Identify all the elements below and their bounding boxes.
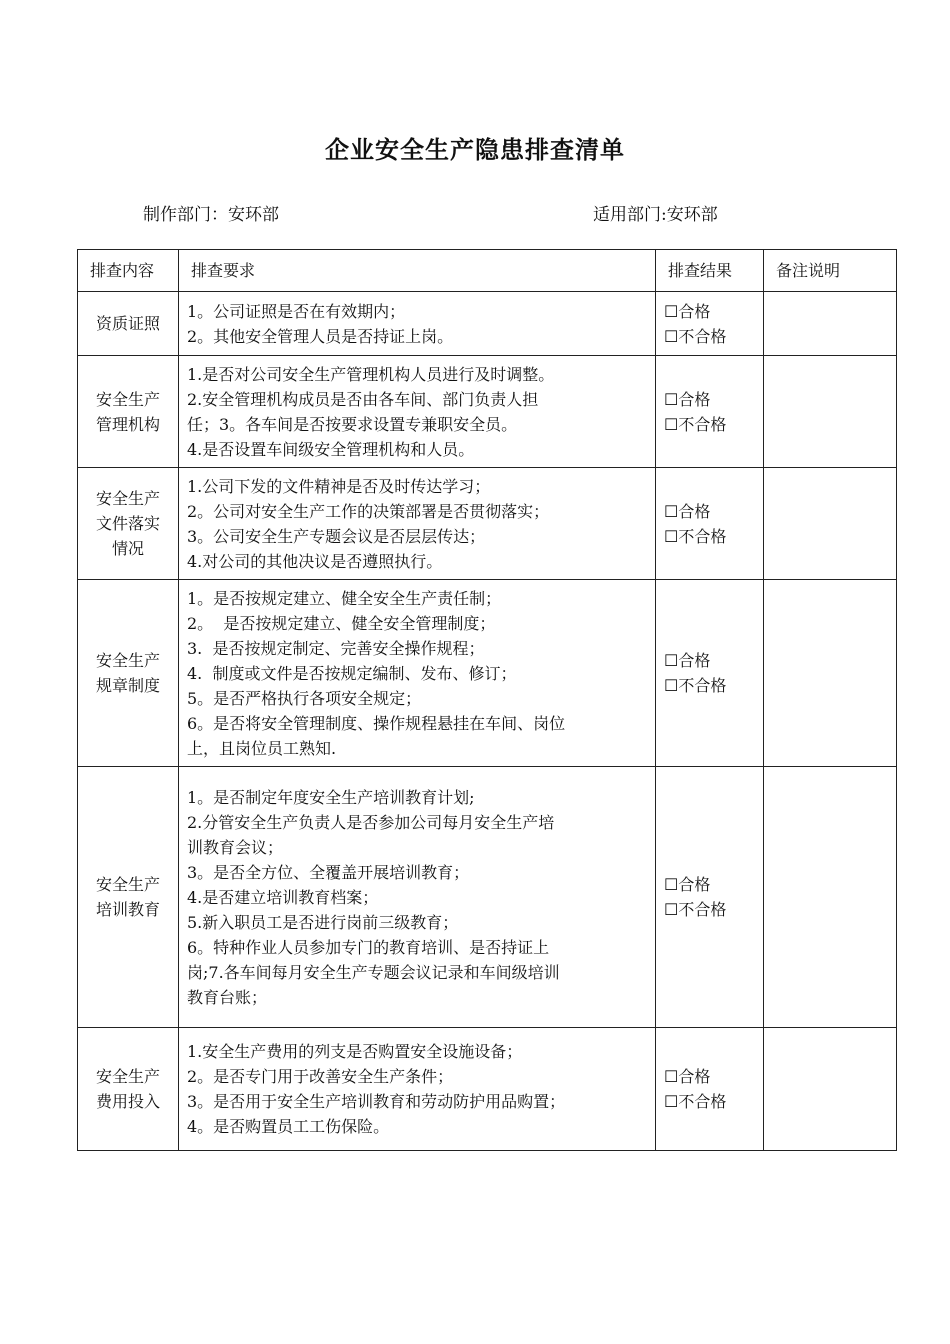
header-result: 排查结果 [656,250,764,292]
row-result [656,292,764,356]
hazard-checklist-table [77,249,897,1151]
table-row [78,292,897,356]
row-result [656,356,764,468]
row-result [656,468,764,580]
row-result [656,767,764,1028]
header-row [78,250,897,292]
fail-checkbox[interactable]: ☐不合格 [664,676,727,695]
pass-checkbox[interactable]: ☐合格 [664,389,711,409]
table-row [78,356,897,468]
fail-checkbox[interactable]: ☐不合格 [664,1092,727,1111]
row-requirements: 1.公司下发的文件精神是否及时传达学习； 2。公司对安全生产工作的决策部署是否贯彻落实； 3。公司安全生产专题会议是否层层传达； 4.对公司的其他决议是否遵照执行。 [179,468,656,580]
row-note[interactable] [764,292,897,356]
row-result [656,580,764,767]
row-category: 资质证照 [78,292,179,356]
row-category: 安全生产 规章制度 [78,580,179,767]
table-row [78,468,897,580]
row-requirements: 1.是否对公司安全生产管理机构人员进行及时调整。 2.安全管理机构成员是否由各车间、部门负责人担 任；3。各车间是否按要求设置专兼职安全员。 4.是否设置车间级安全管理机构和人员。 [179,356,656,468]
row-requirements: 1。公司证照是否在有效期内； 2。其他安全管理人员是否持证上岗。 [179,292,656,356]
fail-checkbox[interactable]: ☐不合格 [664,526,727,546]
header-requirements: 排查要求 [179,250,656,292]
pass-checkbox[interactable]: ☐合格 [664,1067,711,1086]
header-notes: 备注说明 [764,250,897,292]
pass-checkbox[interactable]: ☐合格 [664,501,711,521]
fail-checkbox[interactable]: ☐不合格 [664,900,727,919]
row-note[interactable] [764,356,897,468]
made-by-department: 制作部门：安环部 [143,205,279,225]
pass-checkbox[interactable]: ☐合格 [664,875,711,894]
row-requirements: 1.安全生产费用的列支是否购置安全设施设备； 2。是否专门用于改善安全生产条件； 3。是否用于安全生产培训教育和劳动防护用品购置； 4。是否购置员工工伤保险。 [179,1028,656,1151]
row-category: 安全生产 文件落实 情况 [78,468,179,580]
document-title: 企业安全生产隐患排查清单 [325,136,625,164]
pass-checkbox[interactable]: ☐合格 [664,301,711,321]
pass-checkbox[interactable]: ☐合格 [664,651,711,670]
row-category: 安全生产 培训教育 [78,767,179,1028]
fail-checkbox[interactable]: ☐不合格 [664,326,727,346]
row-category: 安全生产 管理机构 [78,356,179,468]
table-row [78,580,897,767]
table-row [78,1028,897,1151]
row-requirements: 1。是否制定年度安全生产培训教育计划; 2.分管安全生产负责人是否参加公司每月安全生产培 训教育会议； 3。是否全方位、全覆盖开展培训教育； 4.是否建立培训教育档案； 5.新入职员工是否进行岗前三级教育； 6。特种作业人员参加专门的教育培训、是否持证上 岗;7.各车间每月安全生产专题会议记录和车间级培训 教育台账； [179,767,656,1028]
row-requirements: 1。是否按规定建立、健全安全生产责任制； 2。 是否按规定建立、健全安全管理制度； 3. 是否按规定制定、完善安全操作规程； 4. 制度或文件是否按规定编制、发布、修订； 5。是否严格执行各项安全规定； 6。是否将安全管理制度、操作规程悬挂在车间、岗位 上，且岗位员工熟知. [179,580,656,767]
table-row [78,767,897,1028]
row-note[interactable] [764,1028,897,1151]
row-note[interactable] [764,767,897,1028]
applicable-department: 适用部门:安环部 [593,205,718,225]
row-note[interactable] [764,580,897,767]
row-note[interactable] [764,468,897,580]
fail-checkbox[interactable]: ☐不合格 [664,414,727,434]
row-result [656,1028,764,1151]
header-category: 排查内容 [78,250,179,292]
row-category: 安全生产 费用投入 [78,1028,179,1151]
